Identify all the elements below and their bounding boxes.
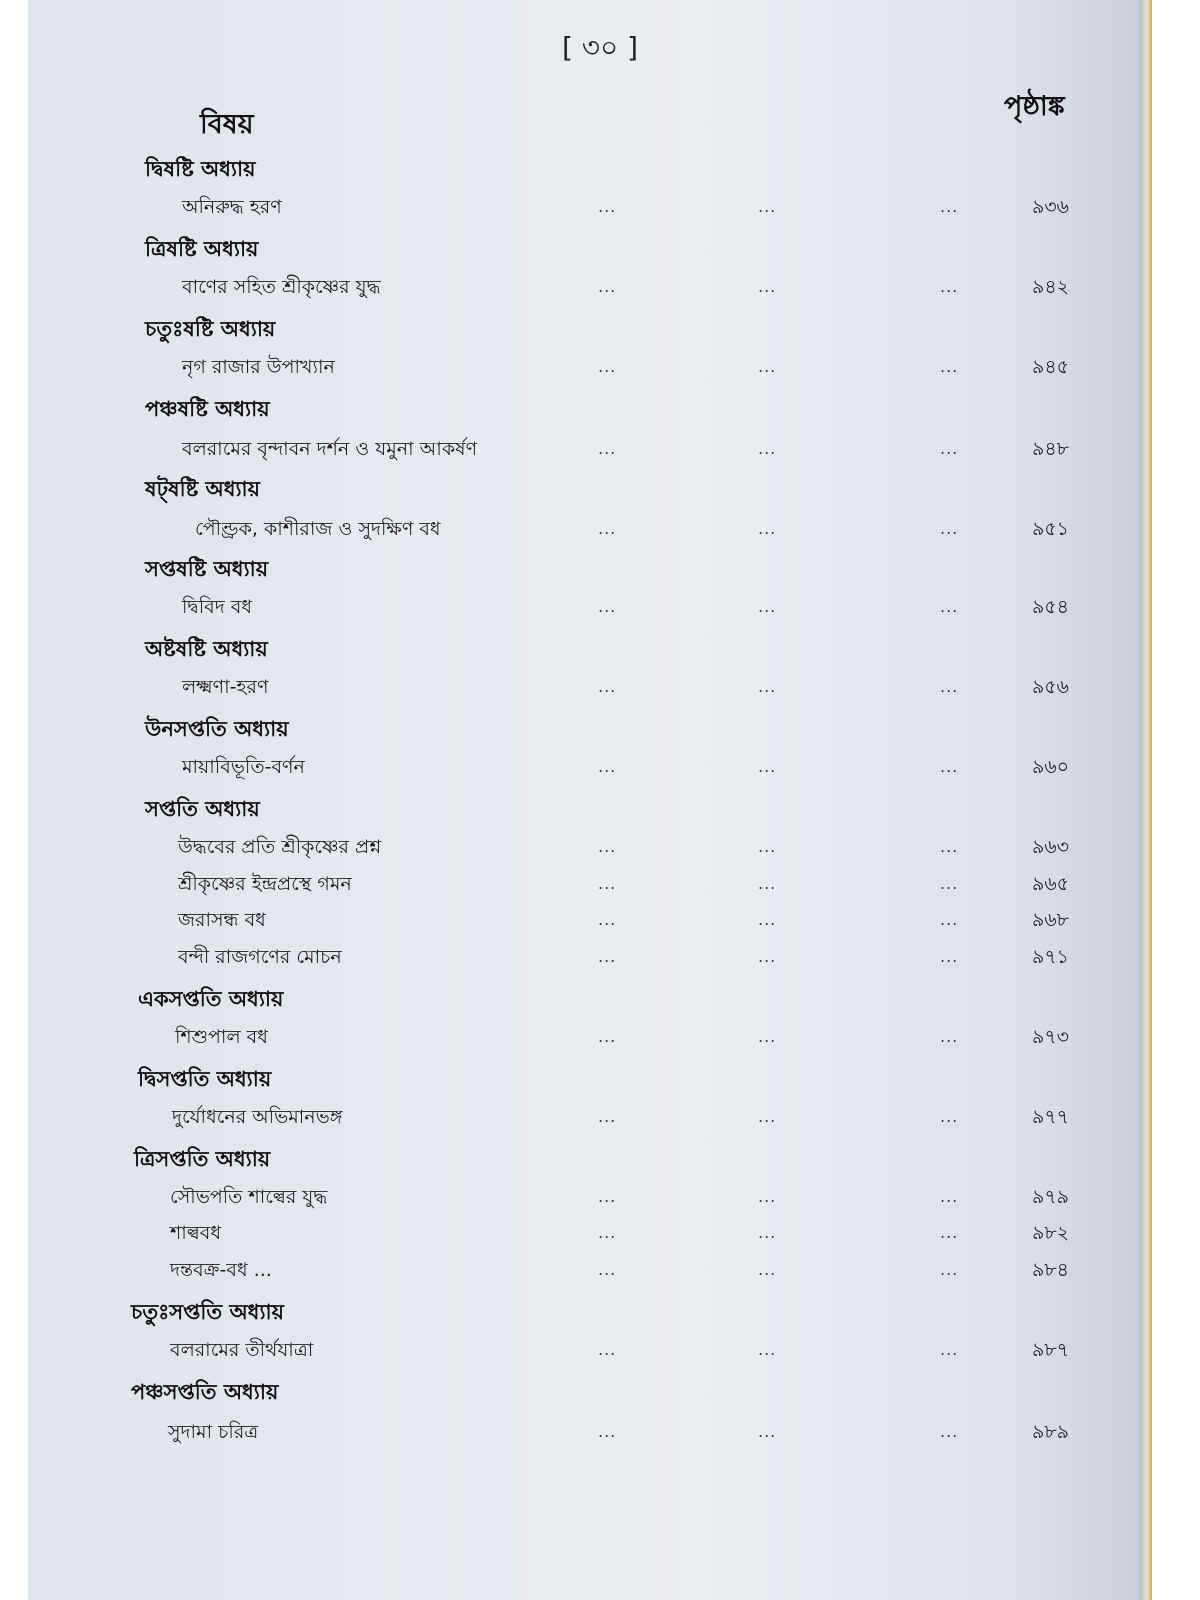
- leader-dots: ...: [758, 677, 777, 696]
- leader-dots: ...: [940, 874, 959, 893]
- entry-title: পৌণ্ড্রক, কাশীরাজ ও সুদক্ষিণ বধ: [195, 518, 441, 540]
- leader-dots: ...: [758, 597, 777, 616]
- leader-dots: ...: [758, 357, 777, 376]
- toc-entry: [0, 193, 1200, 223]
- chapter-heading: চতুঃসপ্ততি অধ্যায়: [131, 1300, 285, 1324]
- entry-title: সুদামা চরিত্র: [168, 1421, 259, 1443]
- leader-dots: ...: [940, 1260, 959, 1279]
- leader-dots: ...: [598, 1107, 617, 1126]
- toc-entry: [0, 435, 1200, 465]
- leader-dots: ...: [758, 519, 777, 538]
- toc-entry: [0, 1418, 1200, 1448]
- leader-dots: ...: [758, 197, 777, 216]
- entry-title: অনিরুদ্ধ হরণ: [182, 196, 282, 218]
- toc-entry: [0, 1256, 1200, 1286]
- entry-title: শিশুপাল বধ: [175, 1026, 268, 1048]
- entry-title: বন্দী রাজগণের মোচন: [178, 946, 342, 968]
- entry-title: বলরামের তীর্থযাত্রা: [170, 1339, 314, 1361]
- page-column-header: পৃষ্ঠাঙ্ক: [1004, 91, 1065, 122]
- chapter-heading: পঞ্চষষ্টি অধ্যায়: [145, 397, 270, 421]
- leader-dots: ...: [598, 597, 617, 616]
- leader-dots: ...: [940, 519, 959, 538]
- leader-dots: ...: [598, 357, 617, 376]
- chapter-heading: দ্বিসপ্ততি অধ্যায়: [138, 1067, 272, 1091]
- toc-entry: [0, 593, 1200, 623]
- leader-dots: ...: [598, 1223, 617, 1242]
- leader-dots: ...: [758, 947, 777, 966]
- leader-dots: ...: [758, 910, 777, 929]
- leader-dots: ...: [940, 947, 959, 966]
- leader-dots: ...: [598, 947, 617, 966]
- toc-entry: [0, 1183, 1200, 1213]
- entry-page-number: ৯৩৬: [1032, 196, 1070, 218]
- leader-dots: ...: [940, 677, 959, 696]
- entry-page-number: ৯৮৯: [1032, 1421, 1069, 1443]
- toc-entry: [0, 1103, 1200, 1133]
- toc-entry: [0, 870, 1200, 900]
- chapter-heading: একসপ্ততি অধ্যায়: [138, 987, 284, 1011]
- leader-dots: ...: [598, 519, 617, 538]
- leader-dots: ...: [598, 439, 617, 458]
- leader-dots: ...: [758, 1340, 777, 1359]
- entry-page-number: ৯৫৬: [1032, 676, 1070, 698]
- entry-page-number: ৯৬৫: [1032, 873, 1070, 895]
- chapter-heading: ত্রিষষ্টি অধ্যায়: [145, 237, 259, 261]
- leader-dots: ...: [758, 1107, 777, 1126]
- entry-title: নৃগ রাজার উপাখ্যান: [182, 356, 335, 378]
- leader-dots: ...: [940, 757, 959, 776]
- leader-dots: ...: [758, 837, 777, 856]
- leader-dots: ...: [940, 357, 959, 376]
- leader-dots: ...: [758, 1260, 777, 1279]
- entry-title: দন্তবক্র-বধ ...: [170, 1259, 272, 1281]
- leader-dots: ...: [940, 910, 959, 929]
- entry-page-number: ৯৭৭: [1032, 1106, 1070, 1128]
- entry-title: দ্বিবিদ বধ: [182, 596, 252, 618]
- chapter-heading: চতুঃষষ্টি অধ্যায়: [145, 317, 276, 341]
- leader-dots: ...: [758, 1422, 777, 1441]
- toc-entry: [0, 1023, 1200, 1053]
- toc-entry: [0, 833, 1200, 863]
- leader-dots: ...: [758, 439, 777, 458]
- toc-entry: [0, 906, 1200, 936]
- entry-title: উদ্ধবের প্রতি শ্রীকৃষ্ণের প্রশ্ন: [178, 836, 382, 858]
- entry-page-number: ৯৪২: [1032, 276, 1070, 298]
- chapter-heading: ষট্‌ষষ্টি অধ্যায়: [145, 477, 261, 501]
- leader-dots: ...: [758, 1223, 777, 1242]
- entry-page-number: ৯৮৭: [1032, 1339, 1070, 1361]
- entry-title: মায়াবিভূতি-বর্ণন: [182, 756, 305, 778]
- leader-dots: ...: [598, 757, 617, 776]
- chapter-heading: ত্রিসপ্ততি অধ্যায়: [134, 1147, 271, 1171]
- toc-entry: [0, 353, 1200, 383]
- chapter-heading: উনসপ্ততি অধ্যায়: [145, 717, 289, 741]
- entry-page-number: ৯৮৪: [1032, 1259, 1069, 1281]
- entry-page-number: ৯৬০: [1032, 756, 1070, 778]
- entry-title: দুর্যোধনের অভিমানভঙ্গ: [172, 1106, 343, 1128]
- entry-title: বাণের সহিত শ্রীকৃষ্ণের যুদ্ধ: [182, 276, 381, 298]
- chapter-heading: সপ্ততি অধ্যায়: [145, 797, 260, 821]
- leader-dots: ...: [940, 1187, 959, 1206]
- chapter-heading: অষ্টষষ্টি অধ্যায়: [145, 637, 268, 661]
- leader-dots: ...: [940, 597, 959, 616]
- toc-entry: [0, 943, 1200, 973]
- subject-column-header: বিষয়: [200, 109, 254, 140]
- page-number: [ ৩০ ]: [561, 31, 639, 64]
- leader-dots: ...: [598, 1187, 617, 1206]
- leader-dots: ...: [940, 1107, 959, 1126]
- entry-page-number: ৯৫১: [1032, 518, 1069, 540]
- toc-entry: [0, 1219, 1200, 1249]
- entry-page-number: ৯৬৩: [1032, 836, 1070, 858]
- leader-dots: ...: [940, 1340, 959, 1359]
- entry-page-number: ৯৪৮: [1032, 438, 1069, 460]
- leader-dots: ...: [758, 1027, 777, 1046]
- chapter-heading: দ্বিষষ্টি অধ্যায়: [145, 157, 256, 181]
- toc-entry: [0, 753, 1200, 783]
- leader-dots: ...: [598, 910, 617, 929]
- leader-dots: ...: [598, 1260, 617, 1279]
- toc-entry: [0, 673, 1200, 703]
- entry-title: শাল্ববধ: [170, 1222, 222, 1244]
- leader-dots: ...: [940, 277, 959, 296]
- entry-page-number: ৯৭১: [1032, 946, 1070, 968]
- leader-dots: ...: [758, 874, 777, 893]
- entry-page-number: ৯৭৯: [1032, 1186, 1070, 1208]
- leader-dots: ...: [940, 837, 959, 856]
- toc-entry: [0, 515, 1200, 545]
- entry-title: বলরামের বৃন্দাবন দর্শন ও যমুনা আকর্ষণ: [182, 438, 478, 460]
- leader-dots: ...: [598, 837, 617, 856]
- leader-dots: ...: [598, 1027, 617, 1046]
- entry-title: শ্রীকৃষ্ণের ইন্দ্রপ্রস্থে গমন: [178, 873, 352, 895]
- leader-dots: ...: [598, 874, 617, 893]
- leader-dots: ...: [598, 677, 617, 696]
- entry-page-number: ৯৮২: [1032, 1222, 1070, 1244]
- leader-dots: ...: [598, 197, 617, 216]
- toc-entry: [0, 1336, 1200, 1366]
- leader-dots: ...: [940, 439, 959, 458]
- entry-title: সৌভপতি শাল্বের যুদ্ধ: [170, 1186, 328, 1208]
- toc-entry: [0, 273, 1200, 303]
- leader-dots: ...: [758, 277, 777, 296]
- leader-dots: ...: [598, 277, 617, 296]
- entry-page-number: ৯৬৮: [1032, 909, 1070, 931]
- entry-title: জরাসন্ধ বধ: [178, 909, 266, 931]
- chapter-heading: পঞ্চসপ্ততি অধ্যায়: [131, 1380, 279, 1404]
- entry-page-number: ৯৭৩: [1032, 1026, 1070, 1048]
- leader-dots: ...: [940, 197, 959, 216]
- leader-dots: ...: [598, 1340, 617, 1359]
- leader-dots: ...: [598, 1422, 617, 1441]
- leader-dots: ...: [758, 1187, 777, 1206]
- leader-dots: ...: [758, 757, 777, 776]
- entry-title: লক্ষ্মণা-হরণ: [182, 676, 269, 698]
- entry-page-number: ৯৫৪: [1032, 596, 1069, 618]
- chapter-heading: সপ্তষষ্টি অধ্যায়: [145, 557, 269, 581]
- entry-page-number: ৯৪৫: [1032, 356, 1069, 378]
- leader-dots: ...: [940, 1027, 959, 1046]
- leader-dots: ...: [940, 1422, 959, 1441]
- leader-dots: ...: [940, 1223, 959, 1242]
